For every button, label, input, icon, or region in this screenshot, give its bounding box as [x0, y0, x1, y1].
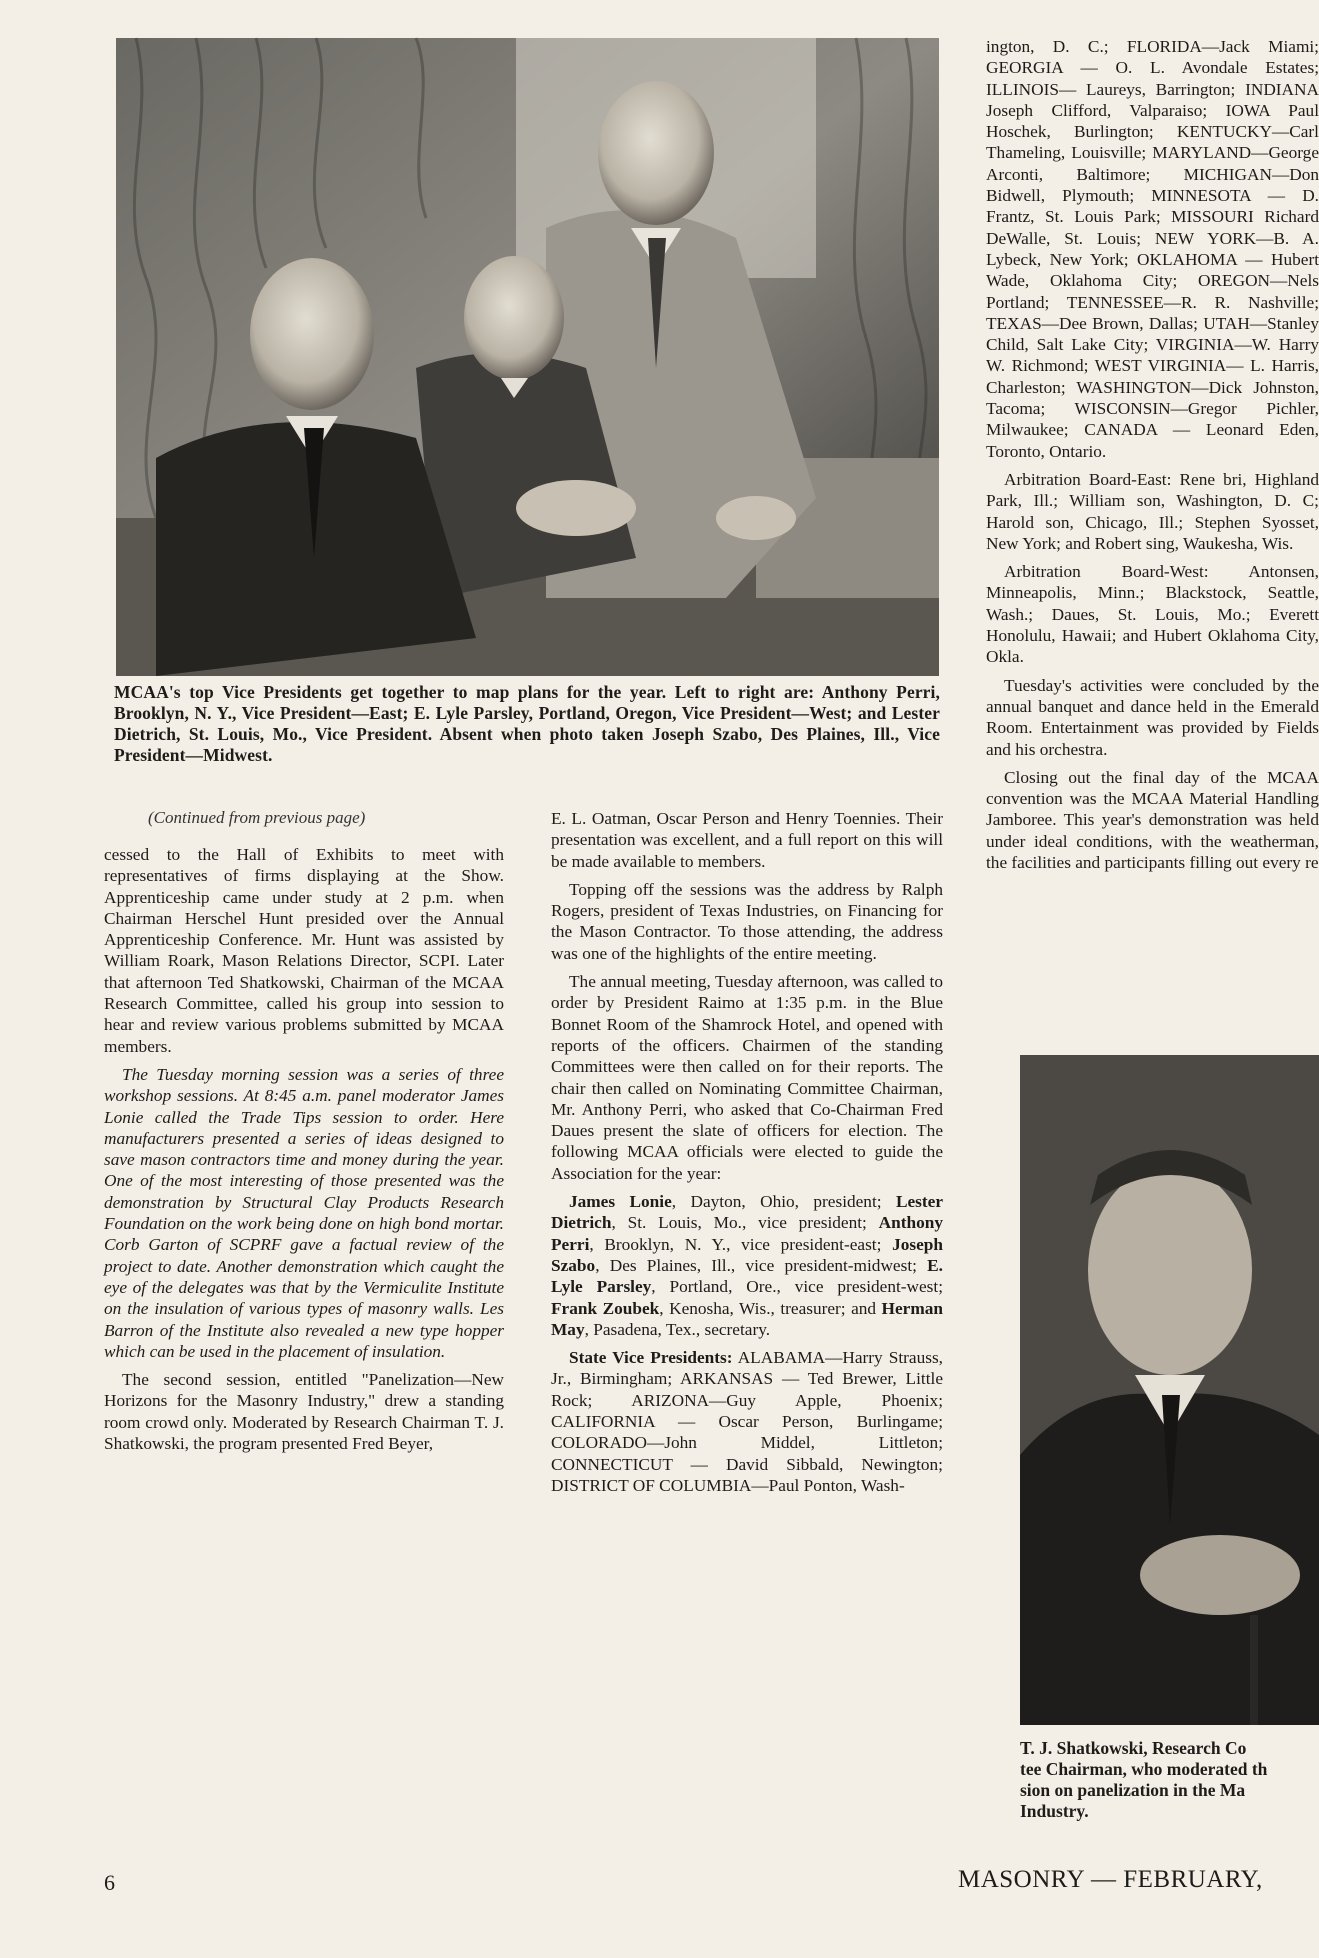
paragraph: ington, D. C.; FLORIDA—Jack Miami; GEORGIA — O. L. Avondale Estates; ILLINOIS— Laureys, Barrington; INDIANA Joseph Clifford, Valparaiso; IOWA Paul Hoschek, Burlington; KENTUCKY—Carl Thameling, Louisville; MARYLAND—George Arconti, Baltimore; MICHIGAN—Don Bidwell, Plymouth; MINNESOTA — D. Frantz, St. Louis Park; MISSOURI Richard DeWalle, St. Louis; NEW YORK—B. A. Lybeck, New York; OKLAHOMA — Hubert Wade, Oklahoma City; OREGON—Nels Portland; TENNESSEE—R. R. Nashville; TEXAS—Dee Brown, Dallas; UTAH—Stanley Child, Salt Lake City; VIRGINIA—W. Harry W. Richmond; WEST VIRGINIA— L. Harris, Charleston; WASHINGTON—Dick Johnston, Tacoma; WISCONSIN—Gregor Pichler, Milwaukee; CANADA — Leonard Eden, Toronto, Ontario.: [986, 37, 1319, 461]
continued-note: (Continued from previous page): [148, 808, 366, 827]
state-vice-presidents: State Vice Presidents: ALABAMA—Harry Strauss, Jr., Birmingham; ARKANSAS — Ted Brewer, Little Rock; ARIZONA—Guy Apple, Phoenix; CALIFORNIA — Oscar Person, Burlingame; COLORADO—John Middel, Littleton; CONNECTICUT — David Sibbald, Newington; DISTRICT OF COLUMBIA—Paul Ponton, Wash-: [551, 1348, 943, 1495]
page-number: 6: [104, 1870, 115, 1895]
paragraph: Arbitration Board-West: Antonsen, Minneapolis, Minn.; Blackstock, Seattle, Wash.; Daues, St. Louis, Mo.; Everett Honolulu, Hawaii; and Hubert Oklahoma City, Okla.: [986, 562, 1319, 667]
paragraph: The Tuesday morning session was a series of three workshop sessions. At 8:45 a.m. panel moderator James Lonie called the Trade Tips session to order. Here manufacturers presented a series of ideas designed to save mason contractors time and money during the year. One of the most interesting of those presented was the demonstration by Structural Clay Products Research Foundation on the work being done on high bond mortar. Corb Garton of SCPRF gave a factual review of the project to date. Another demonstration which caught the eye of the delegates was that by the Vermiculite Institute on the insulation of various types of masonry walls. Les Barron of the Institute also revealed a new type hopper which can be used in the placement of insulation.: [104, 1064, 504, 1361]
paragraph: Topping off the sessions was the address by Ralph Rogers, president of Texas Industries, on Financing for the Mason Contractor. To those attending, the address was one of the highlights of the entire meeting.: [551, 879, 943, 963]
article-column-3: [986, 36, 1319, 872]
paragraph: The second session, entitled "Panelization—New Horizons for the Masonry Industry," drew a standing room crowd only. Moderated by Research Chairman T. J. Shatkowski, the program presented Fred Beyer,: [104, 1370, 504, 1454]
magazine-footer: MASONRY — FEBRUARY,: [958, 1866, 1263, 1893]
paragraph: The annual meeting, Tuesday afternoon, was called to order by President Raimo at 1:35 p.m. in the Blue Bonnet Room of the Shamrock Hotel, and opened with reports of the officers. Chairmen of the standing Committees were then called on for their reports. The chair then called on Nominating Committee Chairman, Mr. Anthony Perri, who asked that Co-Chairman Fred Daues present the slate of officers for election. The following MCAA officials were elected to guide the Association for the year:: [551, 972, 943, 1183]
paragraph: cessed to the Hall of Exhibits to meet with representatives of firms displaying at the Show. Apprenticeship came under study at 2 p.m. when Chairman Herschel Hunt presided over the Annual Apprenticeship Conference. Mr. Hunt was assisted by William Roark, Mason Relations Director, SCPI. Later that afternoon Ted Shatkowski, Chairman of the MCAA Research Committee, called his group into session to hear and review various problems submitted by MCAA members.: [104, 845, 504, 1056]
portrait-caption: T. J. Shatkowski, Research Co tee Chairman, who moderated th sion on panelization in the Ma Industry.: [1020, 1738, 1268, 1821]
article-column-1: [104, 844, 504, 1461]
group-photo: [116, 38, 939, 676]
officers-list: James Lonie, Dayton, Ohio, president; Lester Dietrich, St. Louis, Mo., vice president; Anthony Perri, Brooklyn, N. Y., vice president-east; Joseph Szabo, Des Plaines, Ill., vice president-midwest; E. Lyle Parsley, Portland, Ore., vice president-west; Frank Zoubek, Kenosha, Wis., treasurer; and Herman May, Pasadena, Tex., secretary.: [551, 1192, 943, 1339]
paragraph: Tuesday's activities were concluded by the annual banquet and dance held in the Emerald Room. Entertainment was provided by Fields and his orchestra.: [986, 675, 1319, 759]
portrait-photo: [1020, 1055, 1319, 1725]
paragraph: E. L. Oatman, Oscar Person and Henry Toennies. Their presentation was excellent, and a full report on this will be made available to members.: [551, 809, 943, 871]
paragraph: Arbitration Board-East: Rene bri, Highland Park, Ill.; William son, Washington, D. C; Harold son, Chicago, Ill.; Stephen Syosset, New York; and Robert sing, Waukesha, Wis.: [986, 469, 1319, 553]
article-column-2: [551, 808, 943, 1503]
paragraph: Closing out the final day of the MCAA convention was the MCAA Material Handling Jamboree. This year's demonstration was held under ideal conditions, with the weatherman, the facilities and participants filling out every re: [986, 767, 1319, 872]
photo-caption: MCAA's top Vice Presidents get together to map plans for the year. Left to right are: Anthony Perri, Brooklyn, N. Y., Vice President—East; E. Lyle Parsley, Portland, Oregon, Vice President—West; and Lester Dietrich, St. Louis, Mo., Vice President. Absent when photo taken Joseph Szabo, Des Plaines, Ill., Vice President—Midwest.: [114, 682, 940, 765]
